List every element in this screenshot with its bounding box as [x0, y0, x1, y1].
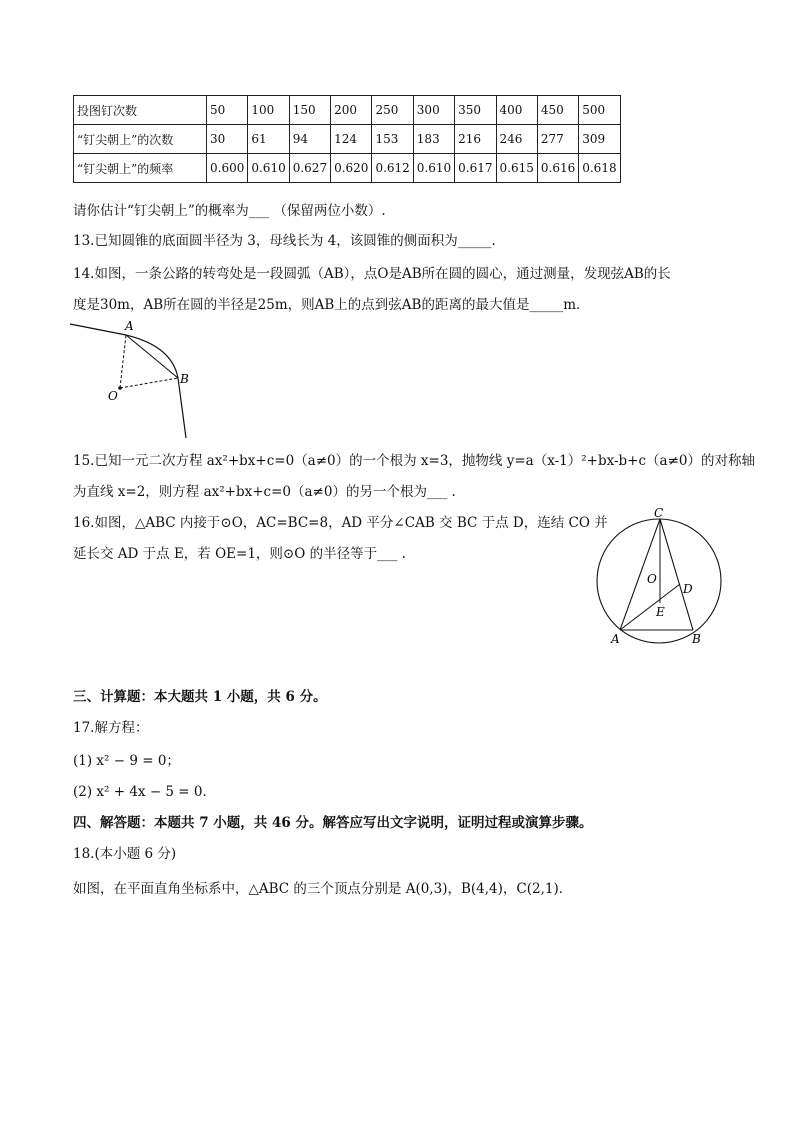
table-cell: 153: [372, 125, 413, 154]
q13-text: 13.已知圆锥的底面圆半径为 3，母线长为 4，该圆锥的侧面积为_____.: [73, 233, 496, 249]
circle-o: [597, 519, 721, 643]
frequency-table: [73, 95, 621, 183]
label-e: E: [656, 605, 665, 619]
label-b: B: [180, 372, 189, 386]
q14-line2: 度是30m，AB所在圆的半径是25m，则AB上的点到弦AB的距离的最大值是_____m．: [73, 297, 590, 313]
q18-text: 如图，在平面直角坐标系中，△ABC 的三个顶点分别是 A(0,3)，B(4,4)，C(2,1)．: [73, 881, 573, 897]
label-b2: B: [692, 632, 701, 646]
q14-road-figure: [68, 318, 198, 443]
q12-text: 请你估计“钉尖朝上”的概率为___ （保留两位小数）.: [73, 203, 386, 219]
answer-blank: _____: [529, 297, 564, 313]
table-cell: 0.600: [207, 154, 248, 183]
table-cell: 150: [289, 96, 330, 125]
q17-title: 17.解方程：: [73, 720, 149, 736]
table-cell: 450: [537, 96, 578, 125]
q17-part1: (1) x² − 9 = 0；: [73, 753, 180, 769]
table-cell: 0.615: [496, 154, 537, 183]
label-o2: O: [647, 572, 657, 586]
section4-heading: 四、解答题：本题共 7 小题，共 46 分。解答应写出文字说明，证明过程或演算步骤。: [73, 815, 593, 831]
table-cell: 400: [496, 96, 537, 125]
table-cell: 500: [579, 96, 620, 125]
radius-ob: [120, 378, 178, 388]
table-cell: 183: [413, 125, 454, 154]
answer-blank: _____: [457, 233, 492, 249]
label-c: C: [654, 506, 664, 520]
table-cell: 0.627: [289, 154, 330, 183]
table-cell: 100: [248, 96, 289, 125]
line-ad: [620, 584, 680, 630]
road-exit: [178, 378, 186, 438]
q17-part2: (2) x² + 4x − 5 = 0．: [73, 784, 217, 800]
label-a: A: [125, 319, 134, 333]
table-cell: 0.617: [455, 154, 496, 183]
answer-blank: ___: [377, 546, 398, 562]
q15-line1: 15.已知一元二次方程 ax²+bx+c=0（a≠0）的一个根为 x=3，抛物线 y=a（x-1）²+bx-b+c（a≠0）的对称轴: [73, 453, 755, 469]
table-cell: 300: [413, 96, 454, 125]
table-row: [74, 96, 621, 125]
q16-circle-figure: [590, 505, 730, 650]
table-cell: 124: [331, 125, 372, 154]
row-header-cell: 投图钉次数: [74, 96, 207, 125]
table-cell: 61: [248, 125, 289, 154]
table-cell: 50: [207, 96, 248, 125]
table-cell: 0.620: [331, 154, 372, 183]
table-cell: 94: [289, 125, 330, 154]
row-header-cell: “钉尖朝上”的频率: [74, 154, 207, 183]
row-header-cell: “钉尖朝上”的次数: [74, 125, 207, 154]
q16-line1: 16.如图，△ABC 内接于⊙O，AC=BC=8，AD 平分∠CAB 交 BC 于点 D，连结 CO 并: [73, 515, 608, 531]
answer-blank: ___: [248, 203, 270, 219]
q14-line1: 14.如图，一条公路的转弯处是一段圆弧（AB），点O是AB所在圆的圆心，通过测量，发现弦AB的长: [73, 266, 671, 282]
center-point: [118, 386, 122, 390]
q18-title: 18.(本小题 6 分): [73, 846, 177, 862]
table-cell: 216: [455, 125, 496, 154]
chord-ab: [126, 335, 178, 378]
table-cell: 200: [331, 96, 372, 125]
side-bc: [660, 519, 693, 630]
q16-line2: 延长交 AD 于点 E，若 OE=1，则⊙O 的半径等于___ .: [73, 546, 406, 562]
table-cell: 250: [372, 96, 413, 125]
table-row: [74, 125, 621, 154]
table-row: [74, 154, 621, 183]
table-cell: 277: [537, 125, 578, 154]
answer-blank: ___: [426, 484, 448, 500]
label-d: D: [683, 582, 693, 596]
table-cell: 30: [207, 125, 248, 154]
section3-heading: 三、计算题：本大题共 1 小题，共 6 分。: [73, 689, 327, 705]
label-a2: A: [611, 632, 620, 646]
table-cell: 0.612: [372, 154, 413, 183]
table-cell: 0.610: [248, 154, 289, 183]
table-cell: 246: [496, 125, 537, 154]
table-cell: 0.610: [413, 154, 454, 183]
label-o: O: [108, 389, 118, 403]
table-cell: 350: [455, 96, 496, 125]
table-cell: 0.616: [537, 154, 578, 183]
q15-line2: 为直线 x=2，则方程 ax²+bx+c=0（a≠0）的另一个根为___ .: [73, 484, 456, 500]
table-cell: 0.618: [579, 154, 620, 183]
table-cell: 309: [579, 125, 620, 154]
road-straight: [70, 324, 126, 335]
radius-oa: [120, 335, 126, 388]
